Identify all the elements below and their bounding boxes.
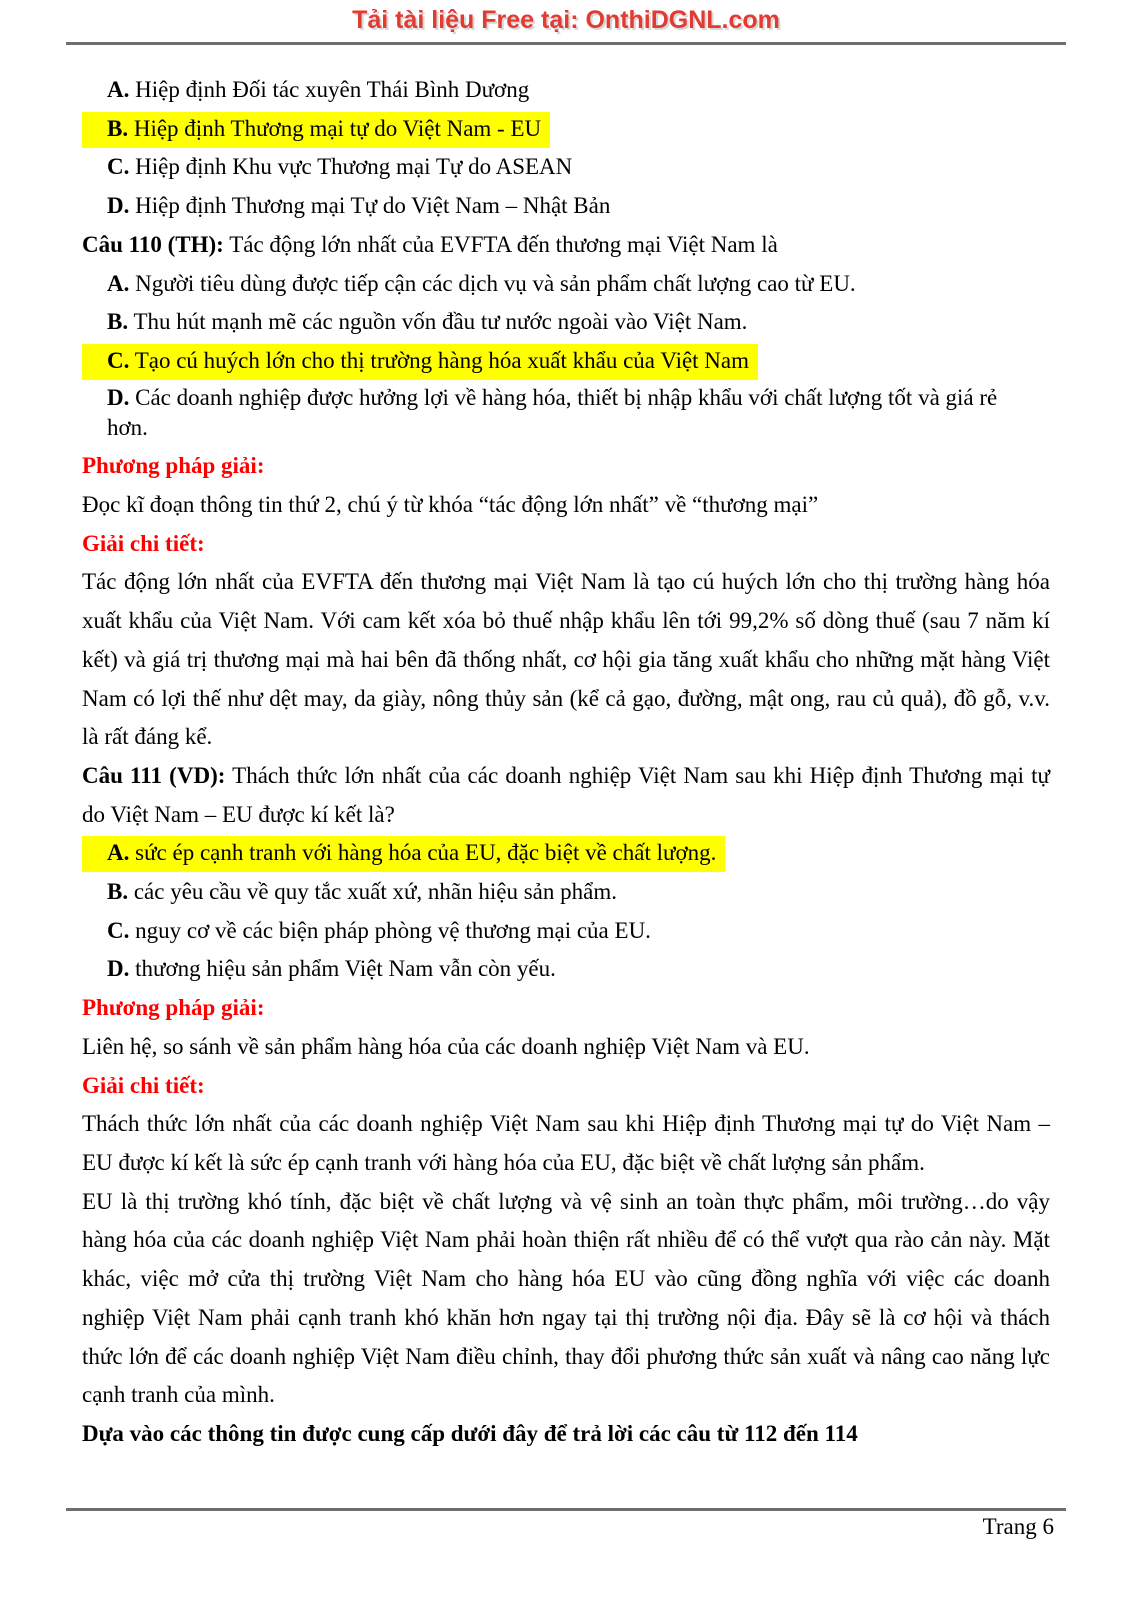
- question-number: Câu 111 (VD):: [82, 762, 226, 788]
- option-letter: B.: [107, 309, 129, 335]
- q111-method-heading: Phương pháp giải:: [82, 995, 265, 1021]
- option-line: [82, 267, 865, 303]
- q109-option-c: [82, 148, 1050, 187]
- option-line: [82, 952, 565, 988]
- q111-detail-paragraph-1: Thách thức lớn nhất của các doanh nghiệp Việt Nam sau khi Hiệp định Thương mại tự do Việt Nam – EU được kí kết là sức ép cạnh tranh với hàng hóa của EU, đặc biệt về chất lượng sản phẩm.: [82, 1111, 1050, 1175]
- next-section-instruction: Dựa vào các thông tin được cung cấp dưới đây để trả lời các câu từ 112 đến 114: [82, 1420, 858, 1446]
- question-text: Thách thức lớn nhất của các doanh nghiệp Việt Nam sau khi Hiệp định Thương mại tự do Việt Nam – EU được kí kết là?: [82, 762, 1051, 827]
- page-number: Trang 6: [982, 1514, 1054, 1539]
- option-line: [82, 189, 619, 225]
- option-letter: A.: [107, 270, 130, 296]
- option-letter: C.: [107, 917, 130, 943]
- option-text: Thu hút mạnh mẽ các nguồn vốn đầu tư nước ngoài vào Việt Nam.: [133, 309, 748, 335]
- q111-option-a-highlighted: [82, 834, 1050, 873]
- option-text: Tạo cú huých lớn cho thị trường hàng hóa xuất khẩu của Việt Nam: [134, 347, 750, 373]
- highlighted-answer: [82, 112, 550, 148]
- q110-option-a: [82, 265, 1050, 304]
- q111-option-c: [82, 912, 1050, 951]
- q109-option-d: [82, 187, 1050, 226]
- option-letter: D.: [107, 384, 130, 410]
- header-divider: [66, 42, 1066, 45]
- option-line: [82, 875, 626, 911]
- option-text: Hiệp định Thương mại Tự do Việt Nam – Nhật Bản: [135, 193, 611, 219]
- document-content: [82, 71, 1050, 1454]
- option-letter: A.: [107, 77, 130, 102]
- option-line: [82, 305, 756, 341]
- option-text: Các doanh nghiệp được hưởng lợi về hàng hóa, thiết bị nhập khẩu với chất lượng tốt và giá rẻ hơn.: [107, 384, 998, 440]
- option-line: [82, 73, 538, 109]
- q110-option-c-highlighted: [82, 342, 1050, 381]
- q111-detail-heading: Giải chi tiết:: [82, 1072, 205, 1098]
- option-letter: D.: [107, 193, 130, 219]
- q110-method-heading: Phương pháp giải:: [82, 453, 265, 479]
- highlighted-answer: [82, 836, 725, 872]
- option-letter: B.: [107, 879, 129, 905]
- q110-option-b: [82, 303, 1050, 342]
- option-text: Hiệp định Khu vực Thương mại Tự do ASEAN: [135, 154, 573, 180]
- q109-option-a: [82, 71, 1050, 110]
- q111-option-b: [82, 873, 1050, 912]
- q111-stem: [82, 757, 1050, 834]
- highlighted-answer: [82, 344, 758, 380]
- option-line: [82, 150, 581, 186]
- q110-detail-text: Tác động lớn nhất của EVFTA đến thương mại Việt Nam là tạo cú huých lớn cho thị trường hàng hóa xuất khẩu của Việt Nam. Với cam kết xóa bỏ thuế nhập khẩu lên tới 99,2% số dòng thuế (sau 7 năm kí kết) và giá trị thương mại mà hai bên đã thống nhất, cơ hội gia tăng xuất khẩu cho những mặt hàng Việt Nam có lợi thế như dệt may, da giày, nông thủy sản (kể cả gạo, đường, mật ong, rau củ quả), đồ gỗ, v.v. là rất đáng kể.: [82, 569, 1050, 750]
- option-text: sức ép cạnh tranh với hàng hóa của EU, đặc biệt về chất lượng.: [135, 840, 717, 866]
- option-line: [82, 381, 1050, 447]
- q109-option-b-highlighted: [82, 110, 1050, 149]
- footer-divider: [66, 1508, 1066, 1511]
- option-letter: B.: [107, 115, 129, 141]
- q110-detail-heading: Giải chi tiết:: [82, 530, 205, 556]
- option-line: [82, 914, 660, 950]
- option-letter: C.: [107, 154, 130, 180]
- option-letter: A.: [107, 840, 130, 866]
- question-number: Câu 110 (TH):: [82, 231, 224, 257]
- option-text: Hiệp định Thương mại tự do Việt Nam - EU: [133, 115, 542, 141]
- option-letter: C.: [107, 347, 130, 373]
- option-text: các yêu cầu về quy tắc xuất xứ, nhãn hiệu sản phẩm.: [133, 879, 617, 905]
- q111-option-d: [82, 950, 1050, 989]
- site-banner-text: Tải tài liệu Free tại: OnthiDGNL.com: [352, 6, 780, 34]
- q110-method-text: Đọc kĩ đoạn thông tin thứ 2, chú ý từ khóa “tác động lớn nhất” về “thương mại”: [82, 492, 819, 518]
- option-text: nguy cơ về các biện pháp phòng vệ thương mại của EU.: [135, 917, 651, 943]
- option-text: thương hiệu sản phẩm Việt Nam vẫn còn yếu.: [135, 956, 556, 982]
- q111-method-text: Liên hệ, so sánh về sản phẩm hàng hóa của các doanh nghiệp Việt Nam và EU.: [82, 1033, 810, 1059]
- question-text: Tác động lớn nhất của EVFTA đến thương mại Việt Nam là: [229, 231, 778, 257]
- q110-stem: [82, 226, 1050, 265]
- option-letter: D.: [107, 956, 130, 982]
- q111-detail-paragraph-2: EU là thị trường khó tính, đặc biệt về chất lượng và vệ sinh an toàn thực phẩm, môi trường…do vậy hàng hóa của các doanh nghiệp Việt Nam phải hoàn thiện rất nhiều để có thể vượt qua rào cản này. Mặt khác, việc mở cửa thị trường Việt Nam cho hàng hóa EU vào cũng đồng nghĩa với việc các doanh nghiệp Việt Nam phải cạnh tranh khó khăn hơn ngay tại thị trường nội địa. Đây sẽ là cơ hội và thách thức lớn để các doanh nghiệp Việt Nam điều chỉnh, thay đổi phương thức sản xuất và nâng cao năng lực cạnh tranh của mình.: [82, 1188, 1050, 1408]
- option-text: Người tiêu dùng được tiếp cận các dịch vụ và sản phẩm chất lượng cao từ EU.: [135, 270, 856, 296]
- option-text: Hiệp định Đối tác xuyên Thái Bình Dương: [135, 77, 530, 102]
- q110-option-d: [82, 381, 1050, 448]
